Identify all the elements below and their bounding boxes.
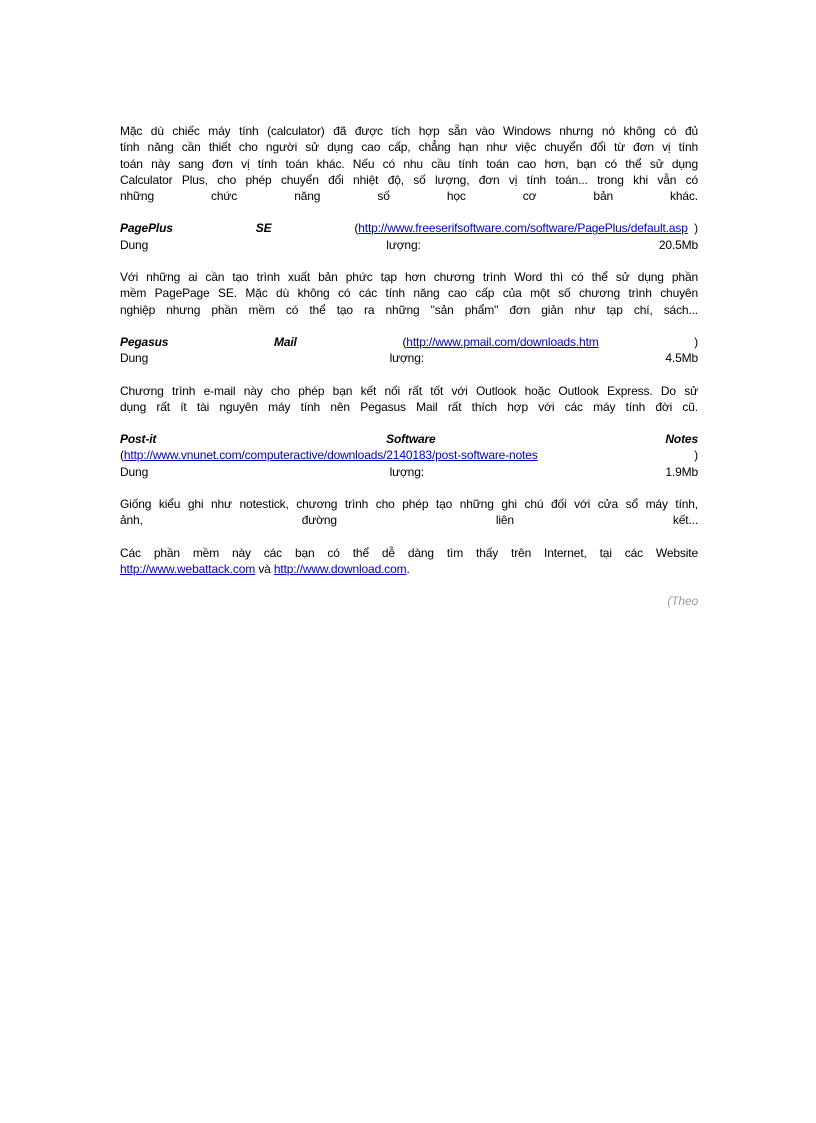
postit-link-close: )	[694, 448, 698, 463]
description-line: dụng rất ít tài nguyên máy tính nên Pegasus Mail rất thích hợp với các máy tính đời cũ.	[120, 399, 698, 414]
description-line: nghiệp nhưng phần mềm có thể tạo ra những "sản phẩm" đơn giản như tạp chí, sách...	[120, 302, 698, 317]
size-label: Dung	[120, 351, 149, 366]
closing-joiner: và	[258, 561, 271, 576]
size-value: 20.5Mb	[658, 237, 698, 252]
postit-description	[120, 496, 698, 529]
pageplus-size	[120, 237, 698, 253]
postit-heading	[120, 431, 698, 447]
description-line: mềm PagePage SE. Mặc dù không có các tính năng cao cấp của một số chương trình chuyên	[120, 286, 698, 301]
pegasus-link-wrap: (http://www.pmail.com/downloads.htm )	[402, 334, 698, 349]
closing-line: Các phần mềm này các bạn có thể dễ dàng tìm thấy trên Internet, tại các Website	[120, 545, 698, 560]
postit-size	[120, 464, 698, 480]
pageplus-link[interactable]: http://www.freeserifsoftware.com/software/PagePlus/default.asp	[358, 221, 688, 236]
size-label: Dung	[120, 464, 149, 479]
size-label: Dung	[120, 237, 149, 252]
source-credit: (Theo	[667, 594, 698, 609]
pegasus-link[interactable]: http://www.pmail.com/downloads.htm	[406, 334, 599, 349]
intro-paragraph	[120, 123, 698, 204]
intro-line: tính năng cần thiết cho người sử dụng cao cấp, chẳng hạn như việc chuyển đổi từ đơn vị tính	[120, 140, 698, 155]
pageplus-heading	[120, 220, 698, 236]
pegasus-name-a: Pegasus	[120, 334, 169, 349]
pegasus-size	[120, 350, 698, 366]
postit-name-b: Software	[386, 432, 436, 447]
intro-line: Mặc dù chiếc máy tính (calculator) đã được tích hợp sẵn vào Windows nhưng nó không có đủ	[120, 124, 698, 138]
description-line: Với những ai cần tạo trình xuất bản phức tạp hơn chương trình Word thì có thể sử dụng phần	[120, 270, 698, 285]
intro-line: toán này sang đơn vị tính toán khác. Nếu có nhu cầu tính toán cao hơn, bạn có thể sử dụng	[120, 156, 698, 171]
size-value: 4.5Mb	[665, 351, 698, 366]
webattack-link[interactable]: http://www.webattack.com	[120, 561, 256, 576]
pageplus-name-a: PagePlus	[120, 221, 173, 236]
size-label: lượng:	[389, 464, 424, 479]
intro-line: những chức năng số học cơ bản khác.	[120, 189, 698, 204]
pegasus-name-b: Mail	[274, 334, 297, 349]
closing-links-line	[120, 561, 698, 577]
closing-end: .	[406, 561, 410, 576]
size-value: 1.9Mb	[665, 464, 698, 479]
pegasus-heading	[120, 334, 698, 350]
postit-link-wrap: (http://www.vnunet.com/computeractive/downloads/2140183/post-software-notes	[120, 448, 538, 463]
postit-link[interactable]: http://www.vnunet.com/computeractive/downloads/2140183/post-software-notes	[123, 448, 538, 463]
document-page	[120, 123, 698, 610]
postit-name-a: Post-it	[120, 432, 157, 447]
description-line: ảnh, đường liên kết...	[120, 513, 698, 528]
size-label: lượng:	[389, 351, 424, 366]
closing-paragraph	[120, 545, 698, 578]
description-line: Chương trình e-mail này cho phép bạn kết nối rất tốt với Outlook hoặc Outlook Express. Do sử	[120, 383, 698, 398]
postit-link-row	[120, 447, 698, 463]
intro-line: Calculator Plus, cho phép chuyển đổi nhiệt độ, số lượng, đơn vị tính toán... trong khi vẫn có	[120, 172, 698, 187]
pegasus-description	[120, 383, 698, 416]
size-label: lượng:	[386, 237, 421, 252]
description-line: Giống kiểu ghi như notestick, chương trình cho phép tạo những ghi chú đối với cửa sổ máy tính,	[120, 497, 698, 512]
pageplus-name-b: SE	[255, 221, 272, 236]
download-link[interactable]: http://www.download.com	[273, 561, 407, 576]
postit-name-c: Notes	[665, 432, 698, 447]
pageplus-link-wrap: (http://www.freeserifsoftware.com/software/PagePlus/default.asp )	[354, 221, 698, 236]
pageplus-description	[120, 269, 698, 318]
